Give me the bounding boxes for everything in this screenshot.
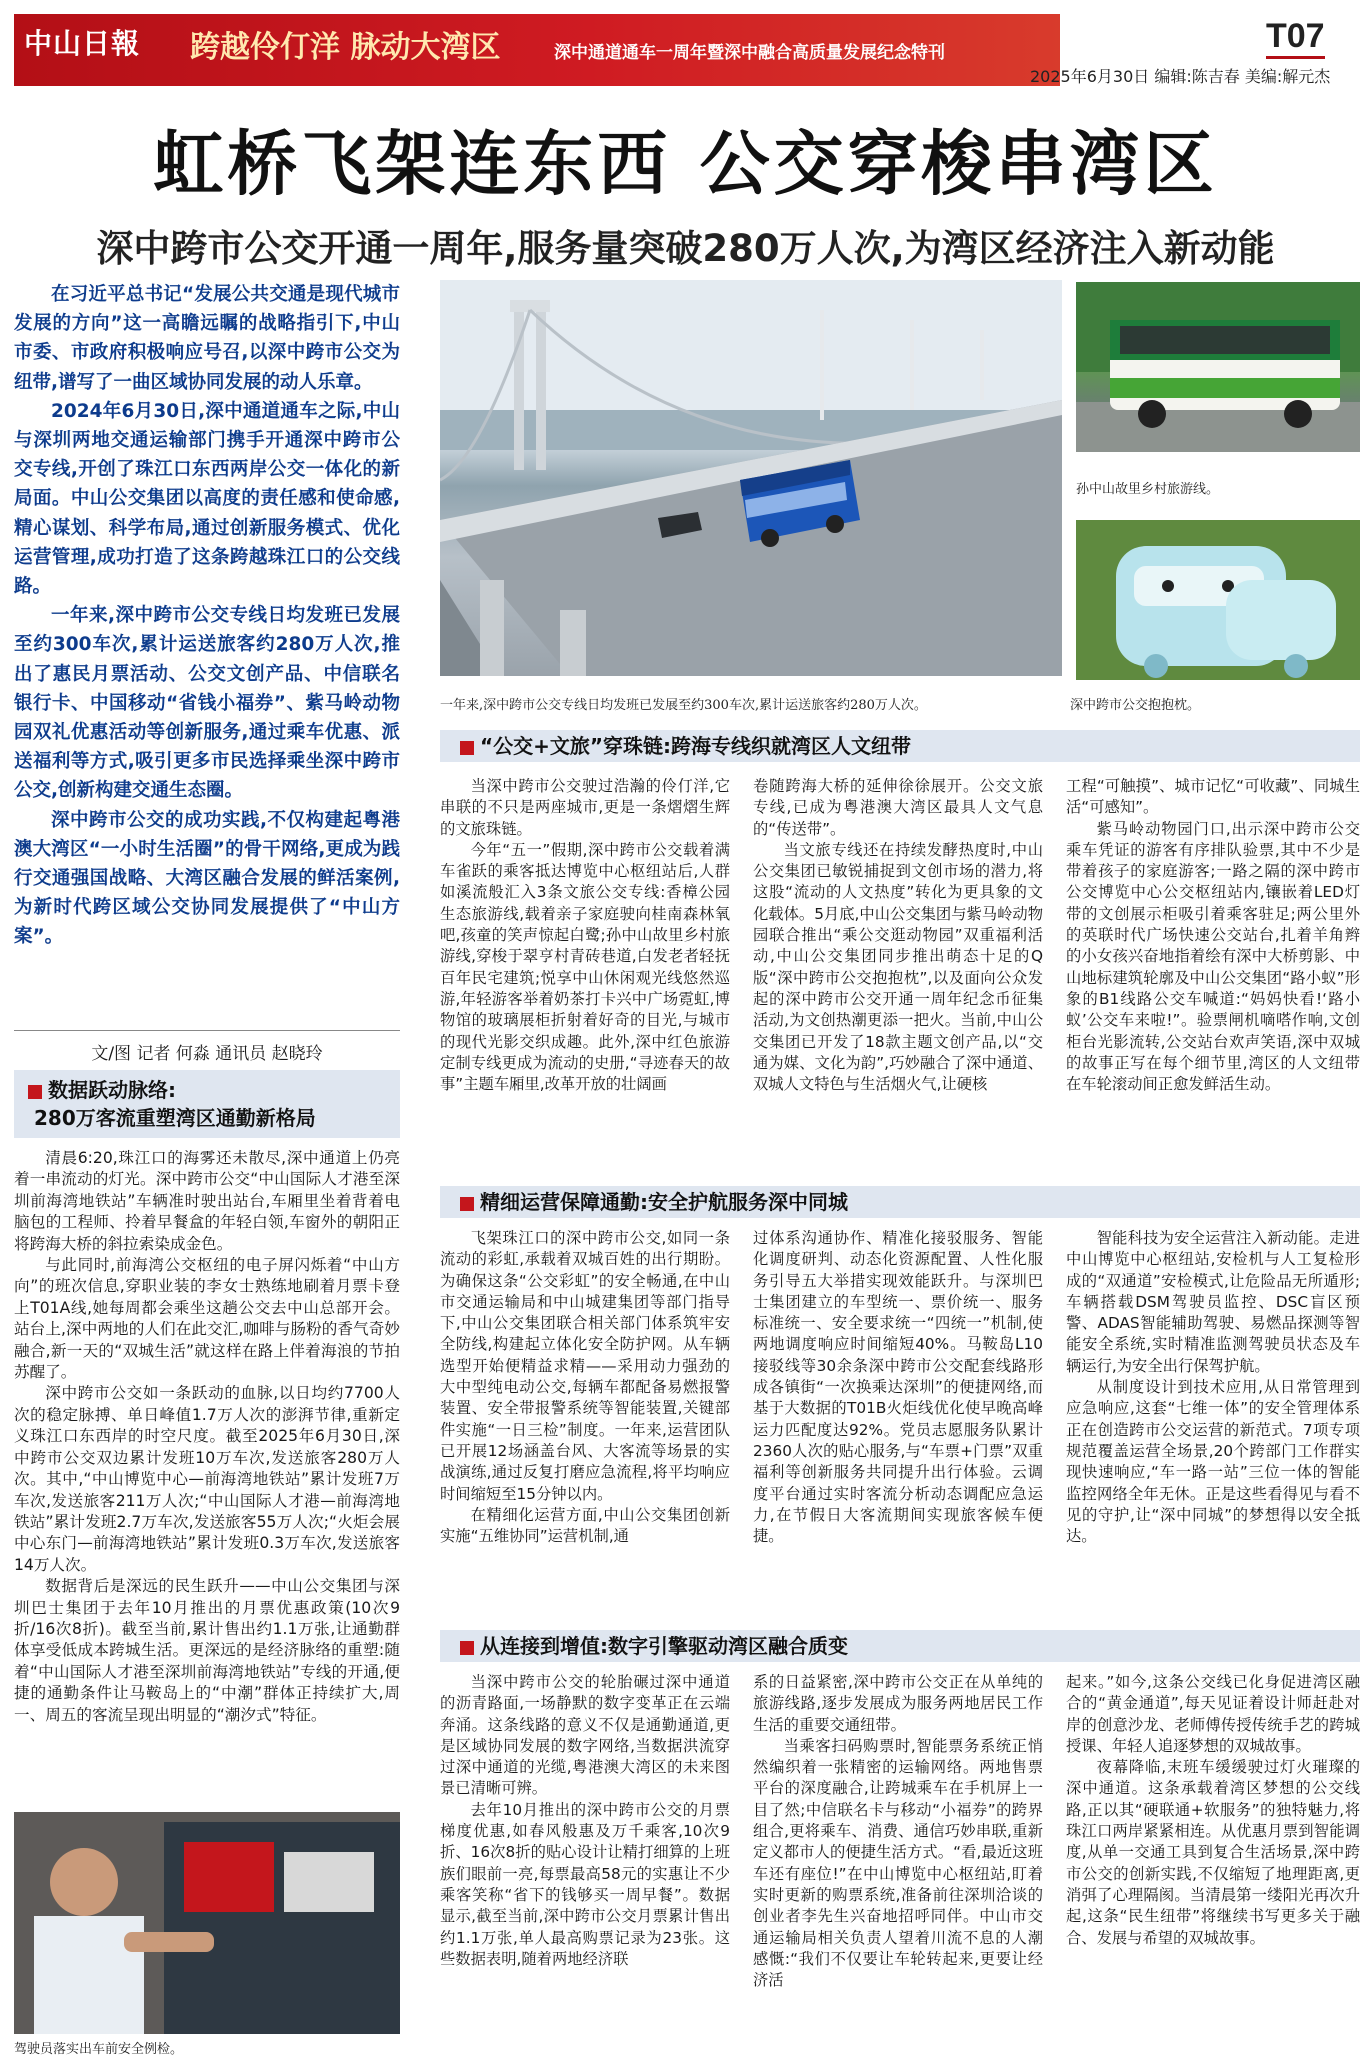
article-paragraph: 工程“可触摸”、城市记忆“可收藏”、同城生活“可感知”。 [1066,777,1360,817]
newspaper-logo: 中山日報 [24,27,141,60]
rural-tour-bus-photo [1076,282,1360,452]
red-square-icon [460,1197,474,1211]
article-column [753,776,1043,1095]
section-title: 精细运营保障通勤:安全护航服务深中同城 [480,1190,848,1214]
photo-caption: 孙中山故里乡村旅游线。 [1076,482,1220,497]
article-paragraph: 过体系沟通协作、精准化接驳服务、智能化调度研判、动态化资源配置、人性化服务引导五大举措实现效能跃升。与深圳巴士集团建立的车型统一、票价统一、服务标准统一、安全要求统一“四统一”机制,使两地调度响应时间缩短40%。马鞍岛L10接驳线等30余条深中跨市公交配套线路形成各镇街“一次换乘达深圳”的便捷网络,而基于大数据的T01B火炬线优化使早晚高峰运力匹配度达92%。党员志愿服务队累计2360人次的贴心服务,与“车票+门票”双重福利等创新服务共同提升出行体验。云调度平台通过实时客流分析动态调配应急运力,在节假日大客流期间实现旅客候车便捷。 [753,1229,1043,1546]
article-paragraph: 当深中跨市公交驶过浩瀚的伶仃洋,它串联的不只是两座城市,更是一条熠熠生辉的文旅珠链。 [440,777,730,838]
article-paragraph: 从制度设计到技术应用,从日常管理到应急响应,这套“七维一体”的安全管理体系正在创造跨市公交运营的新范式。7项专项规范覆盖运营全场景,20个跨部门工作群实现快速响应,“车一路一站”三位一体的智能监控网络全年无休。正是这些看得见与看不见的守护,让“深中同城”的梦想得以安全抵达。 [1066,1378,1360,1546]
article-paragraph: 夜幕降临,末班车缓缓驶过灯火璀璨的深中通道。这条承载着湾区梦想的公交线路,正以其“硬联通+软服务”的独特魅力,将珠江口两岸紧紧相连。从优惠月票到智能调度,从单一交通工具到复合生活场景,深中跨市公交的创新实践,不仅缩短了地理距离,更消弭了心理隔阂。当清晨第一缕阳光再次升起,这条“民生纽带”将继续书写更多关于融合、发展与希望的双城故事。 [1066,1758,1360,1947]
article-column [753,1228,1043,1547]
driver-illustration [14,1812,400,2034]
article-column [1066,776,1360,1095]
masthead-slogan: 跨越伶仃洋 脉动大湾区 [190,30,501,65]
red-square-icon [460,1641,474,1655]
article-column [440,776,730,1095]
section-heading-operations [440,1186,1360,1218]
article-paragraph: 起来。”如今,这条公交线已化身促进湾区融合的“黄金通道”,每天见证着设计师赶赴对岸的创意沙龙、老师傅传授传统手艺的跨城授课、年轻人追逐梦想的双城故事。 [1066,1673,1360,1755]
section-title: 数据跃动脉络: [48,1078,176,1102]
photo-caption: 深中跨市公交抱抱枕。 [1070,698,1201,713]
photo-caption: 一年来,深中跨市公交专线日均发班已发展至约300车次,累计运送旅客约280万人次。 [440,698,927,713]
section-heading-data [14,1070,400,1138]
byline: 文/图 记者 何淼 通讯员 赵晓玲 [14,1030,400,1073]
article-column [440,1228,730,1547]
article-column [1066,1228,1360,1547]
dateline: 2025年6月30日 编辑:陈吉春 美编:解元杰 [1030,67,1331,86]
plush-bus-photo [1076,520,1360,680]
main-headline: 虹桥飞架连东西 公交穿梭串湾区 [153,123,1218,205]
lead-paragraph: 深中跨市公交的成功实践,不仅构建起粤港澳大湾区“一小时生活圈”的骨干网络,更成为践行交通强国战略、大湾区融合发展的鲜活案例,为新时代跨区域公交协同发展提供了“中山方案”。 [14,809,400,948]
bridge-illustration [440,280,1062,676]
article-paragraph: 当深中跨市公交的轮胎碾过深中通道的沥青路面,一场静默的数字变革正在云端奔涌。这条线路的意义不仅是通勤通道,更是区域协同发展的数字网络,当数据洪流穿过深中通道的光缆,粤港澳大湾区的未来图景已清晰可辨。 [440,1673,730,1798]
article-paragraph: 紫马岭动物园门口,出示深中跨市公交乘车凭证的游客有序排队验票,其中不少是带着孩子的家庭游客;一路之隔的深中跨市公交博览中心公交枢纽站内,镶嵌着LED灯带的文创展示柜吸引着乘客驻足;两公里外的英联时代广场快速公交站台,扎着羊角辫的小女孩兴奋地指着绘有深中大桥剪影、中山地标建筑轮廓及中山公交集团“路小蚁”形象的B1线路公交车喊道:“妈妈快看!‘路小蚁’公交车来啦!”。验票闸机嘀嗒作响,文创柜台光影流转,公交站台欢声笑语,深中双城的故事正写在每个细节里,湾区的人文纽带在车轮滚动间正愈发鲜活生动。 [1066,819,1360,1094]
special-issue-title: 深中通道通车一周年暨深中融合高质量发展纪念特刊 [554,43,945,63]
section-body-data [14,1148,400,1726]
bridge-photo [440,280,1062,676]
photo-caption: 驾驶员落实出车前安全例检。 [14,2042,184,2057]
page-number: T07 [1266,16,1325,59]
masthead-banner [14,14,1060,86]
lead-column [14,280,400,952]
article-paragraph: 当文旅专线还在持续发酵热度时,中山公交集团已敏锐捕捉到文创市场的潜力,将这股“流动的人文热度”转化为更具象的文化载体。5月底,中山公交集团与紫马岭动物园联合推出“乘公交逛动物园”双重福利活动,中山公交集团同步推出萌态十足的Q版“深中跨市公交抱抱枕”,以及面向公众发起的深中跨市公交开通一周年纪念币征集活动,为文创热潮更添一把火。当前,中山公交集团已开发了18款主题文创产品,以“交通为媒、文化为韵”,巧妙融合了深中通道、双城人文特色与生活烟火气,让硬核 [753,840,1043,1094]
lead-paragraph: 一年来,深中跨市公交专线日均发班已发展至约300车次,累计运送旅客约280万人次,推出了惠民月票活动、公交文创产品、中信联名银行卡、中国移动“省钱小福券”、紫马岭动物园双礼优惠活动等创新服务,通过乘车优惠、派送福利等方式,吸引更多市民选择乘坐深中跨市公交,创新构建交通生态圈。 [14,605,400,802]
plush-bus-illustration [1076,520,1360,680]
article-paragraph: 与此同时,前海湾公交枢纽的电子屏闪烁着“中山方向”的班次信息,穿职业装的李女士熟练地刷着月票卡登上T01A线,她每周都会乘坐这趟公交去中山总部开会。站台上,深中两地的人们在此交汇,咖啡与肠粉的香气奇妙融合,新一天的“双城生活”就这样在路上伴着海浪的节拍苏醒了。 [14,1256,400,1382]
article-paragraph: 深中跨市公交如一条跃动的血脉,以日均约7700人次的稳定脉搏、单日峰值1.7万人次的澎湃节律,重新定义珠江口东西岸的时空尺度。截至2025年6月30日,深中跨市公交双边累计发班10万车次,发送旅客280万人次。其中,“中山博览中心—前海湾地铁站”累计发班7万车次,发送旅客211万人次;“中山国际人才港—前海湾地铁站”累计发班2.7万车次,发送旅客55万人次;“火炬会展中心东门—前海湾地铁站”累计发班0.3万车次,发送旅客14万人次。 [14,1384,400,1574]
article-column [440,1672,730,1970]
article-paragraph: 卷随跨海大桥的延伸徐徐展开。公交文旅专线,已成为粤港澳大湾区最具人文气息的“传送带”。 [753,777,1043,838]
article-column [1066,1672,1360,1949]
article-paragraph: 数据背后是深远的民生跃升——中山公交集团与深圳巴士集团于去年10月推出的月票优惠政策(10次9折/16次8折)。截至当前,累计售出约1.1万张,让通勤群体享受低成本跨城生活。更深远的是经济脉络的重塑:随着“中山国际人才港至深圳前海湾地铁站”专线的开通,便捷的通勤条件让马鞍岛上的“中潮”群体正持续扩大,周一、周五的客流呈现出明显的“潮汐式”特征。 [14,1577,400,1724]
sub-headline: 深中跨市公交开通一周年,服务量突破280万人次,为湾区经济注入新动能 [96,227,1275,270]
article-column [753,1672,1043,1991]
red-square-icon [28,1085,42,1099]
section-heading-digital [440,1630,1360,1662]
article-paragraph: 当乘客扫码购票时,智能票务系统正悄然编织着一张精密的运输网络。两地售票平台的深度融合,让跨城乘车在手机屏上一目了然;中信联名卡与移动“小福券”的跨界组合,更将乘车、消费、通信巧妙串联,重新定义都市人的便捷生活方式。“看,最近这班车还有座位!”在中山博览中心枢纽站,盯着实时更新的购票系统,准备前往深圳洽谈的创业者李先生兴奋地招呼同伴。中山市交通运输局相关负责人望着川流不息的人潮感慨:“我们不仅要让车轮转起来,更要让经济活 [753,1736,1043,1990]
article-paragraph: 系的日益紧密,深中跨市公交正在从单纯的旅游线路,逐步发展成为服务两地居民工作生活的重要交通纽带。 [753,1673,1043,1734]
driver-inspection-photo [14,1812,400,2034]
article-paragraph: 清晨6:20,珠江口的海雾还未散尽,深中通道上仍亮着一串流动的灯光。深中跨市公交“中山国际人才港至深圳前海湾地铁站”车辆准时驶出站台,车厢里坐着背着电脑包的工程师、拎着早餐盒的年轻白领,车窗外的朝阳正将跨海大桥的斜拉索染成金色。 [14,1149,400,1253]
article-paragraph: 今年“五一”假期,深中跨市公交载着满车雀跃的乘客抵达博览中心枢纽站后,人群如溪流般汇入3条文旅公交专线:香樟公园生态旅游线,载着亲子家庭驶向桂南森林氧吧,孩童的笑声惊起白鹭;孙中山故里乡村旅游线,穿梭于翠亨村青砖巷道,白发老者轻抚百年民宅建筑;悦享中山休闲观光线悠然巡游,年轻游客举着奶茶打卡兴中广场霓虹,博物馆的玻璃展柜折射着好奇的目光,与城市的现代光影交织成趣。此外,深中红色旅游定制专线更成为流动的史册,“寻迹春天的故事”主题车厢里,改革开放的壮阔画 [440,840,730,1094]
article-paragraph: 在精细化运营方面,中山公交集团创新实施“五维协同”运营机制,通 [440,1505,730,1546]
green-bus-illustration [1076,282,1360,452]
section-heading-culture [440,730,1360,762]
red-square-icon [460,741,474,755]
section-title: 从连接到增值:数字引擎驱动湾区融合质变 [480,1634,848,1658]
section-title: 280万客流重塑湾区通勤新格局 [34,1106,316,1130]
section-title: “公交+文旅”穿珠链:跨海专线织就湾区人文纽带 [480,734,912,758]
article-paragraph: 去年10月推出的深中跨市公交的月票梯度优惠,如春风般惠及万千乘客,10次9折、16次8折的贴心设计让精打细算的上班族们眼前一亮,每票最高58元的实惠让不少乘客笑称“省下的钱够买一周早餐”。数据显示,截至当前,深中跨市公交月票累计售出约1.1万张,单人最高购票记录为23张。这些数据表明,随着两地经济联 [440,1800,730,1968]
article-paragraph: 飞架珠江口的深中跨市公交,如同一条流动的彩虹,承载着双城百姓的出行期盼。为确保这条“公交彩虹”的安全畅通,在中山市交通运输局和中山城建集团等部门指导下,中山公交集团联合相关部门体系筑牢安全防线,构建起立体化安全防护网。从车辆选型开始便精益求精——采用动力强劲的大中型纯电动公交,每辆车都配备易燃报警装置、安全带报警系统等智能装置,关键部件实施“一日三检”制度。一年来,运营团队已开展12场涵盖台风、大客流等场景的实战演练,通过反复打磨应急流程,将平均响应时间缩短至15分钟以内。 [440,1229,730,1503]
lead-paragraph: 2024年6月30日,深中通道通车之际,中山与深圳两地交通运输部门携手开通深中跨市公交专线,开创了珠江口东西两岸公交一体化的新局面。中山公交集团以高度的责任感和使命感,精心谋划、科学布局,通过创新服务模式、优化运营管理,成功打造了这条跨越珠江口的公交线路。 [14,400,400,598]
article-paragraph: 智能科技为安全运营注入新动能。走进中山博览中心枢纽站,安检机与人工复检形成的“双通道”安检模式,让危险品无所遁形;车辆搭载DSM驾驶员监控、DSC盲区预警、ADAS智能辅助驾驶、易燃品探测等智能安全系统,实时精准监测驾驶员状态及车辆运行,为安全出行保驾护航。 [1066,1229,1360,1375]
lead-paragraph: 在习近平总书记“发展公共交通是现代城市发展的方向”这一高瞻远瞩的战略指引下,中山市委、市政府积极响应号召,以深中跨市公交为纽带,谱写了一曲区域协同发展的动人乐章。 [14,284,400,393]
